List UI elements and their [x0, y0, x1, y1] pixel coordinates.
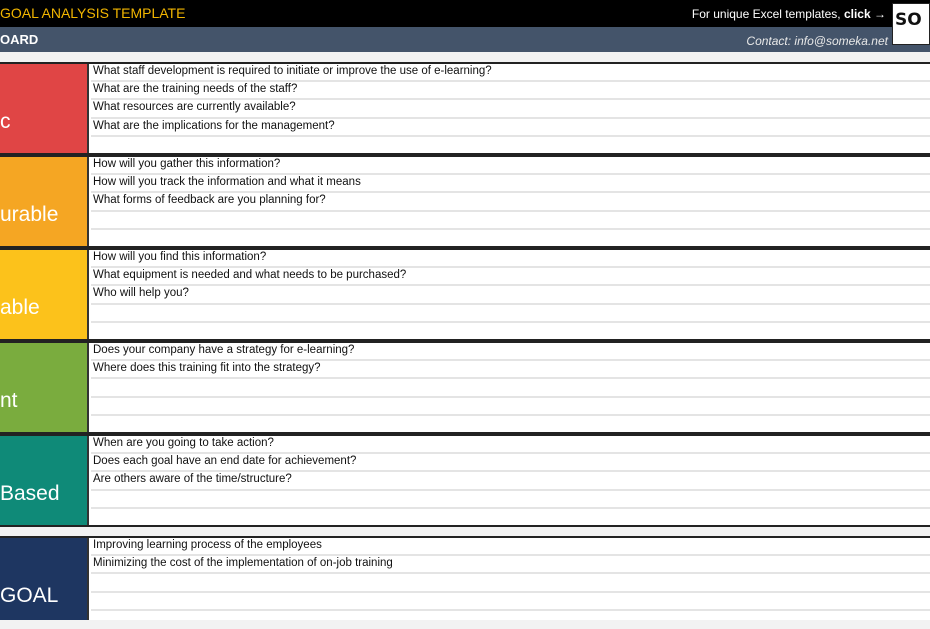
section-3: [0, 341, 930, 434]
question-cell[interactable]: [91, 574, 930, 592]
section-label: urable: [0, 203, 59, 226]
question-cell[interactable]: Minimizing the cost of the implementation of on-job training: [91, 556, 930, 574]
question-cell[interactable]: How will you find this information?: [91, 250, 930, 268]
question-cell[interactable]: Who will help you?: [91, 286, 930, 304]
section-label: GOAL: [0, 584, 59, 607]
question-cell[interactable]: [91, 230, 930, 248]
question-cell[interactable]: How will you gather this information?: [91, 157, 930, 175]
question-cell[interactable]: [91, 491, 930, 509]
question-cell[interactable]: [91, 398, 930, 416]
question-cell[interactable]: Improving learning process of the employees: [91, 538, 930, 556]
section-rows: [91, 343, 930, 434]
question-cell[interactable]: How will you track the information and what it means: [91, 175, 930, 193]
question-cell[interactable]: [91, 509, 930, 527]
section-5: [0, 536, 930, 620]
promo-click[interactable]: click →: [843, 7, 886, 21]
section-rows: [91, 538, 930, 629]
section-label: nt: [0, 389, 18, 412]
question-cell[interactable]: What are the implications for the management?: [91, 119, 930, 137]
question-cell[interactable]: Does your company have a strategy for e-learning?: [91, 343, 930, 361]
question-cell[interactable]: [91, 323, 930, 341]
question-cell[interactable]: Does each goal have an end date for achievement?: [91, 454, 930, 472]
sub-title: OARD: [0, 32, 39, 47]
section-0: [0, 62, 930, 155]
section-label-cell: [0, 250, 89, 339]
section-label-cell: [0, 343, 89, 432]
question-cell[interactable]: What staff development is required to initiate or improve the use of e-learning?: [91, 64, 930, 82]
question-cell[interactable]: Are others aware of the time/structure?: [91, 472, 930, 490]
section-rows: [91, 436, 930, 527]
section-label-cell: [0, 64, 89, 153]
section-1: [0, 155, 930, 248]
page-title: GOAL ANALYSIS TEMPLATE: [0, 5, 186, 21]
question-cell[interactable]: What are the training needs of the staff?: [91, 82, 930, 100]
section-rows: [91, 250, 930, 341]
section-rows: [91, 157, 930, 248]
question-cell[interactable]: [91, 593, 930, 611]
promo-link[interactable]: [692, 7, 886, 21]
contact-text: Contact: info@someka.net: [746, 34, 888, 48]
section-label-cell: [0, 538, 89, 620]
question-cell[interactable]: What forms of feedback are you planning for?: [91, 193, 930, 211]
section-4: [0, 434, 930, 527]
sub-header: [0, 27, 930, 52]
question-cell[interactable]: [91, 305, 930, 323]
someka-logo[interactable]: SO: [892, 3, 930, 45]
question-cell[interactable]: [91, 137, 930, 155]
question-cell[interactable]: What resources are currently available?: [91, 100, 930, 118]
section-label-cell: [0, 157, 89, 246]
title-bar: [0, 0, 930, 27]
section-label: Based: [0, 482, 60, 505]
section-label: able: [0, 296, 40, 319]
section-label: c: [0, 110, 11, 133]
section-label-cell: [0, 436, 89, 525]
question-cell[interactable]: [91, 416, 930, 434]
question-cell[interactable]: [91, 212, 930, 230]
section-2: [0, 248, 930, 341]
question-cell[interactable]: Where does this training fit into the strategy?: [91, 361, 930, 379]
question-cell[interactable]: When are you going to take action?: [91, 436, 930, 454]
question-cell[interactable]: What equipment is needed and what needs to be purchased?: [91, 268, 930, 286]
section-rows: [91, 64, 930, 155]
promo-text: For unique Excel templates,: [691, 7, 844, 21]
question-cell[interactable]: [91, 379, 930, 397]
